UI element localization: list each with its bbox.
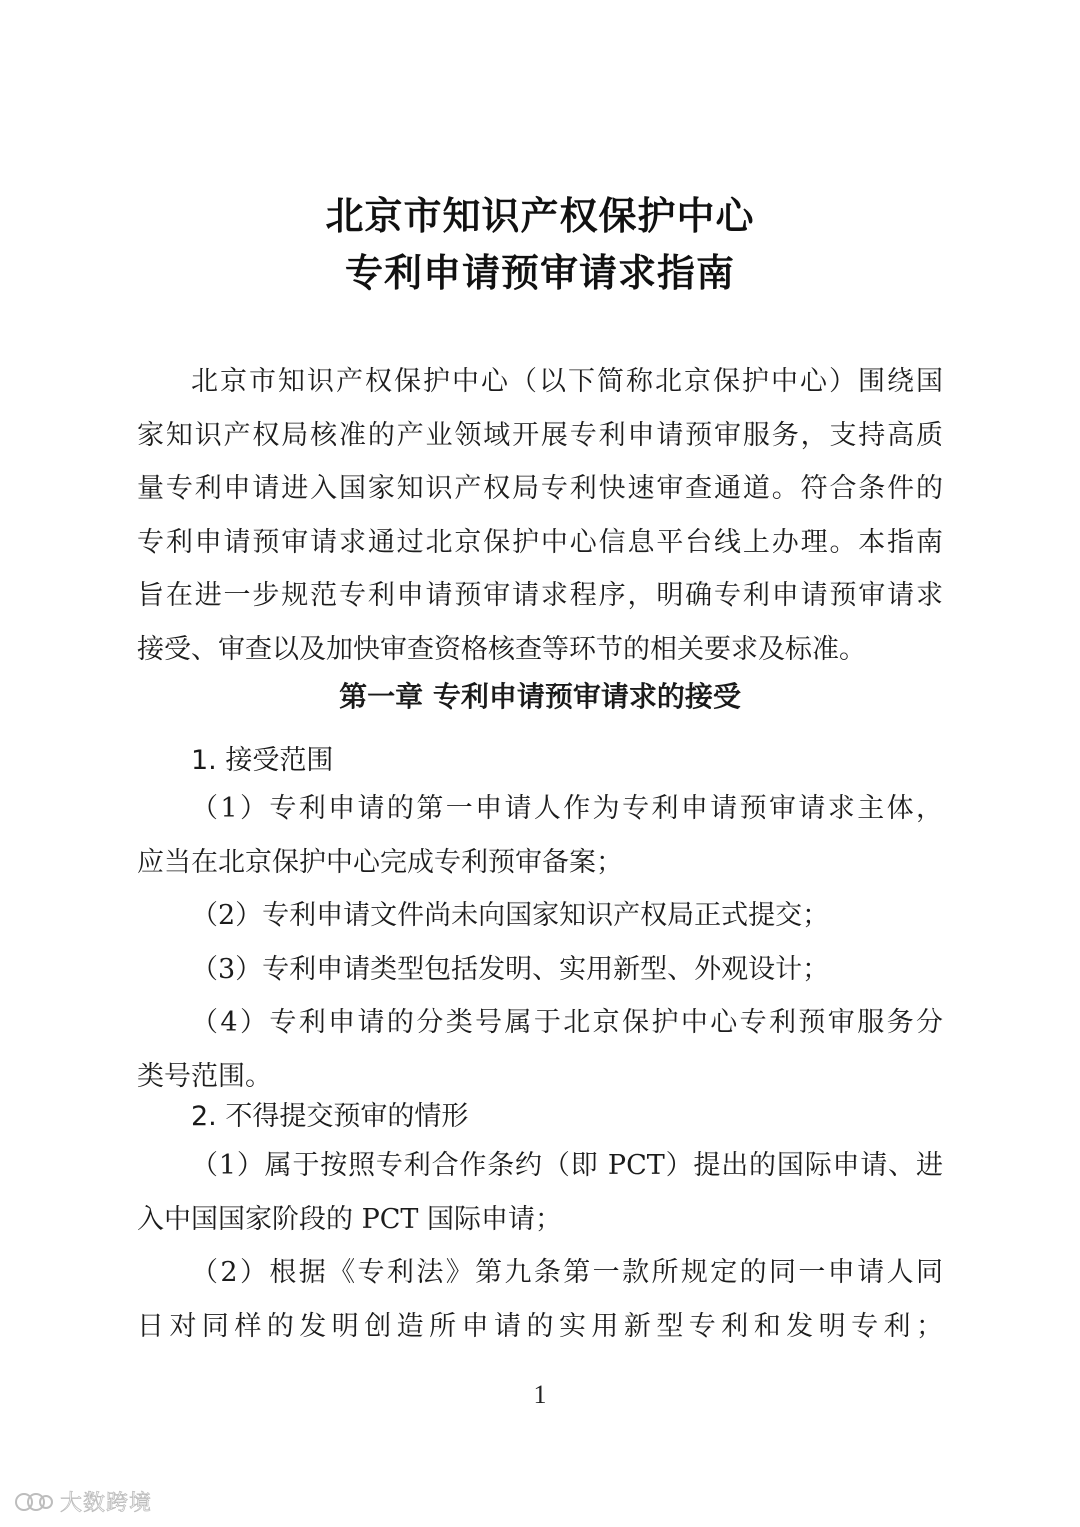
paragraph-line: 量专利申请进入国家知识产权局专利快速审查通道。符合条件的 [137, 473, 943, 504]
page-number: 1 [533, 1380, 547, 1409]
list-item: （2）根据《专利法》第九条第一款所规定的同一申请人同 [191, 1257, 943, 1288]
list-item-continuation: 类号范围。 [137, 1060, 272, 1092]
document-title-line-1: 北京市知识产权保护中心 [325, 194, 755, 238]
list-item: （4）专利申请的分类号属于北京保护中心专利预审服务分 [191, 1007, 943, 1038]
paragraph-line: 专利申请预审请求通过北京保护中心信息平台线上办理。本指南 [137, 526, 943, 558]
paragraph-line: 北京市知识产权保护中心（以下简称北京保护中心）围绕国 [191, 366, 943, 397]
list-item: （2）专利申请文件尚未向国家知识产权局正式提交； [191, 900, 830, 931]
paragraph-line: 旨在进一步规范专利申请预审请求程序，明确专利申请预审请求 [137, 580, 943, 611]
section-1-body [137, 782, 943, 1103]
list-item-continuation: 日对同样的发明创造所申请的实用新型专利和发明专利； [137, 1310, 943, 1342]
paragraph-line: 接受、审查以及加快审查资格核查等环节的相关要求及标准。 [137, 633, 866, 665]
list-item: （3）专利申请类型包括发明、实用新型、外观设计； [191, 953, 830, 985]
watermark [14, 1486, 152, 1517]
section-2-body [137, 1139, 943, 1353]
watermark-text: 大数跨境 [60, 1491, 153, 1516]
document-title-line-2: 专利申请预审请求指南 [344, 251, 735, 295]
brand-logo-icon [14, 1489, 54, 1515]
section-heading: 2. 不得提交预审的情形 [191, 1101, 469, 1132]
intro-paragraph [137, 355, 943, 676]
list-item: （1）专利申请的第一申请人作为专利申请预审请求主体， [191, 793, 943, 824]
list-item: （1）属于按照专利合作条约（即 PCT）提出的国际申请、进 [191, 1150, 943, 1181]
paragraph-line: 家知识产权局核准的产业领域开展专利申请预审服务，支持高质 [137, 419, 943, 451]
chapter-heading: 第一章 专利申请预审请求的接受 [339, 680, 741, 713]
list-item-continuation: 应当在北京保护中心完成专利预审备案； [137, 846, 623, 878]
section-heading: 1. 接受范围 [191, 745, 334, 776]
list-item-continuation: 入中国国家阶段的 PCT 国际申请； [137, 1203, 562, 1235]
